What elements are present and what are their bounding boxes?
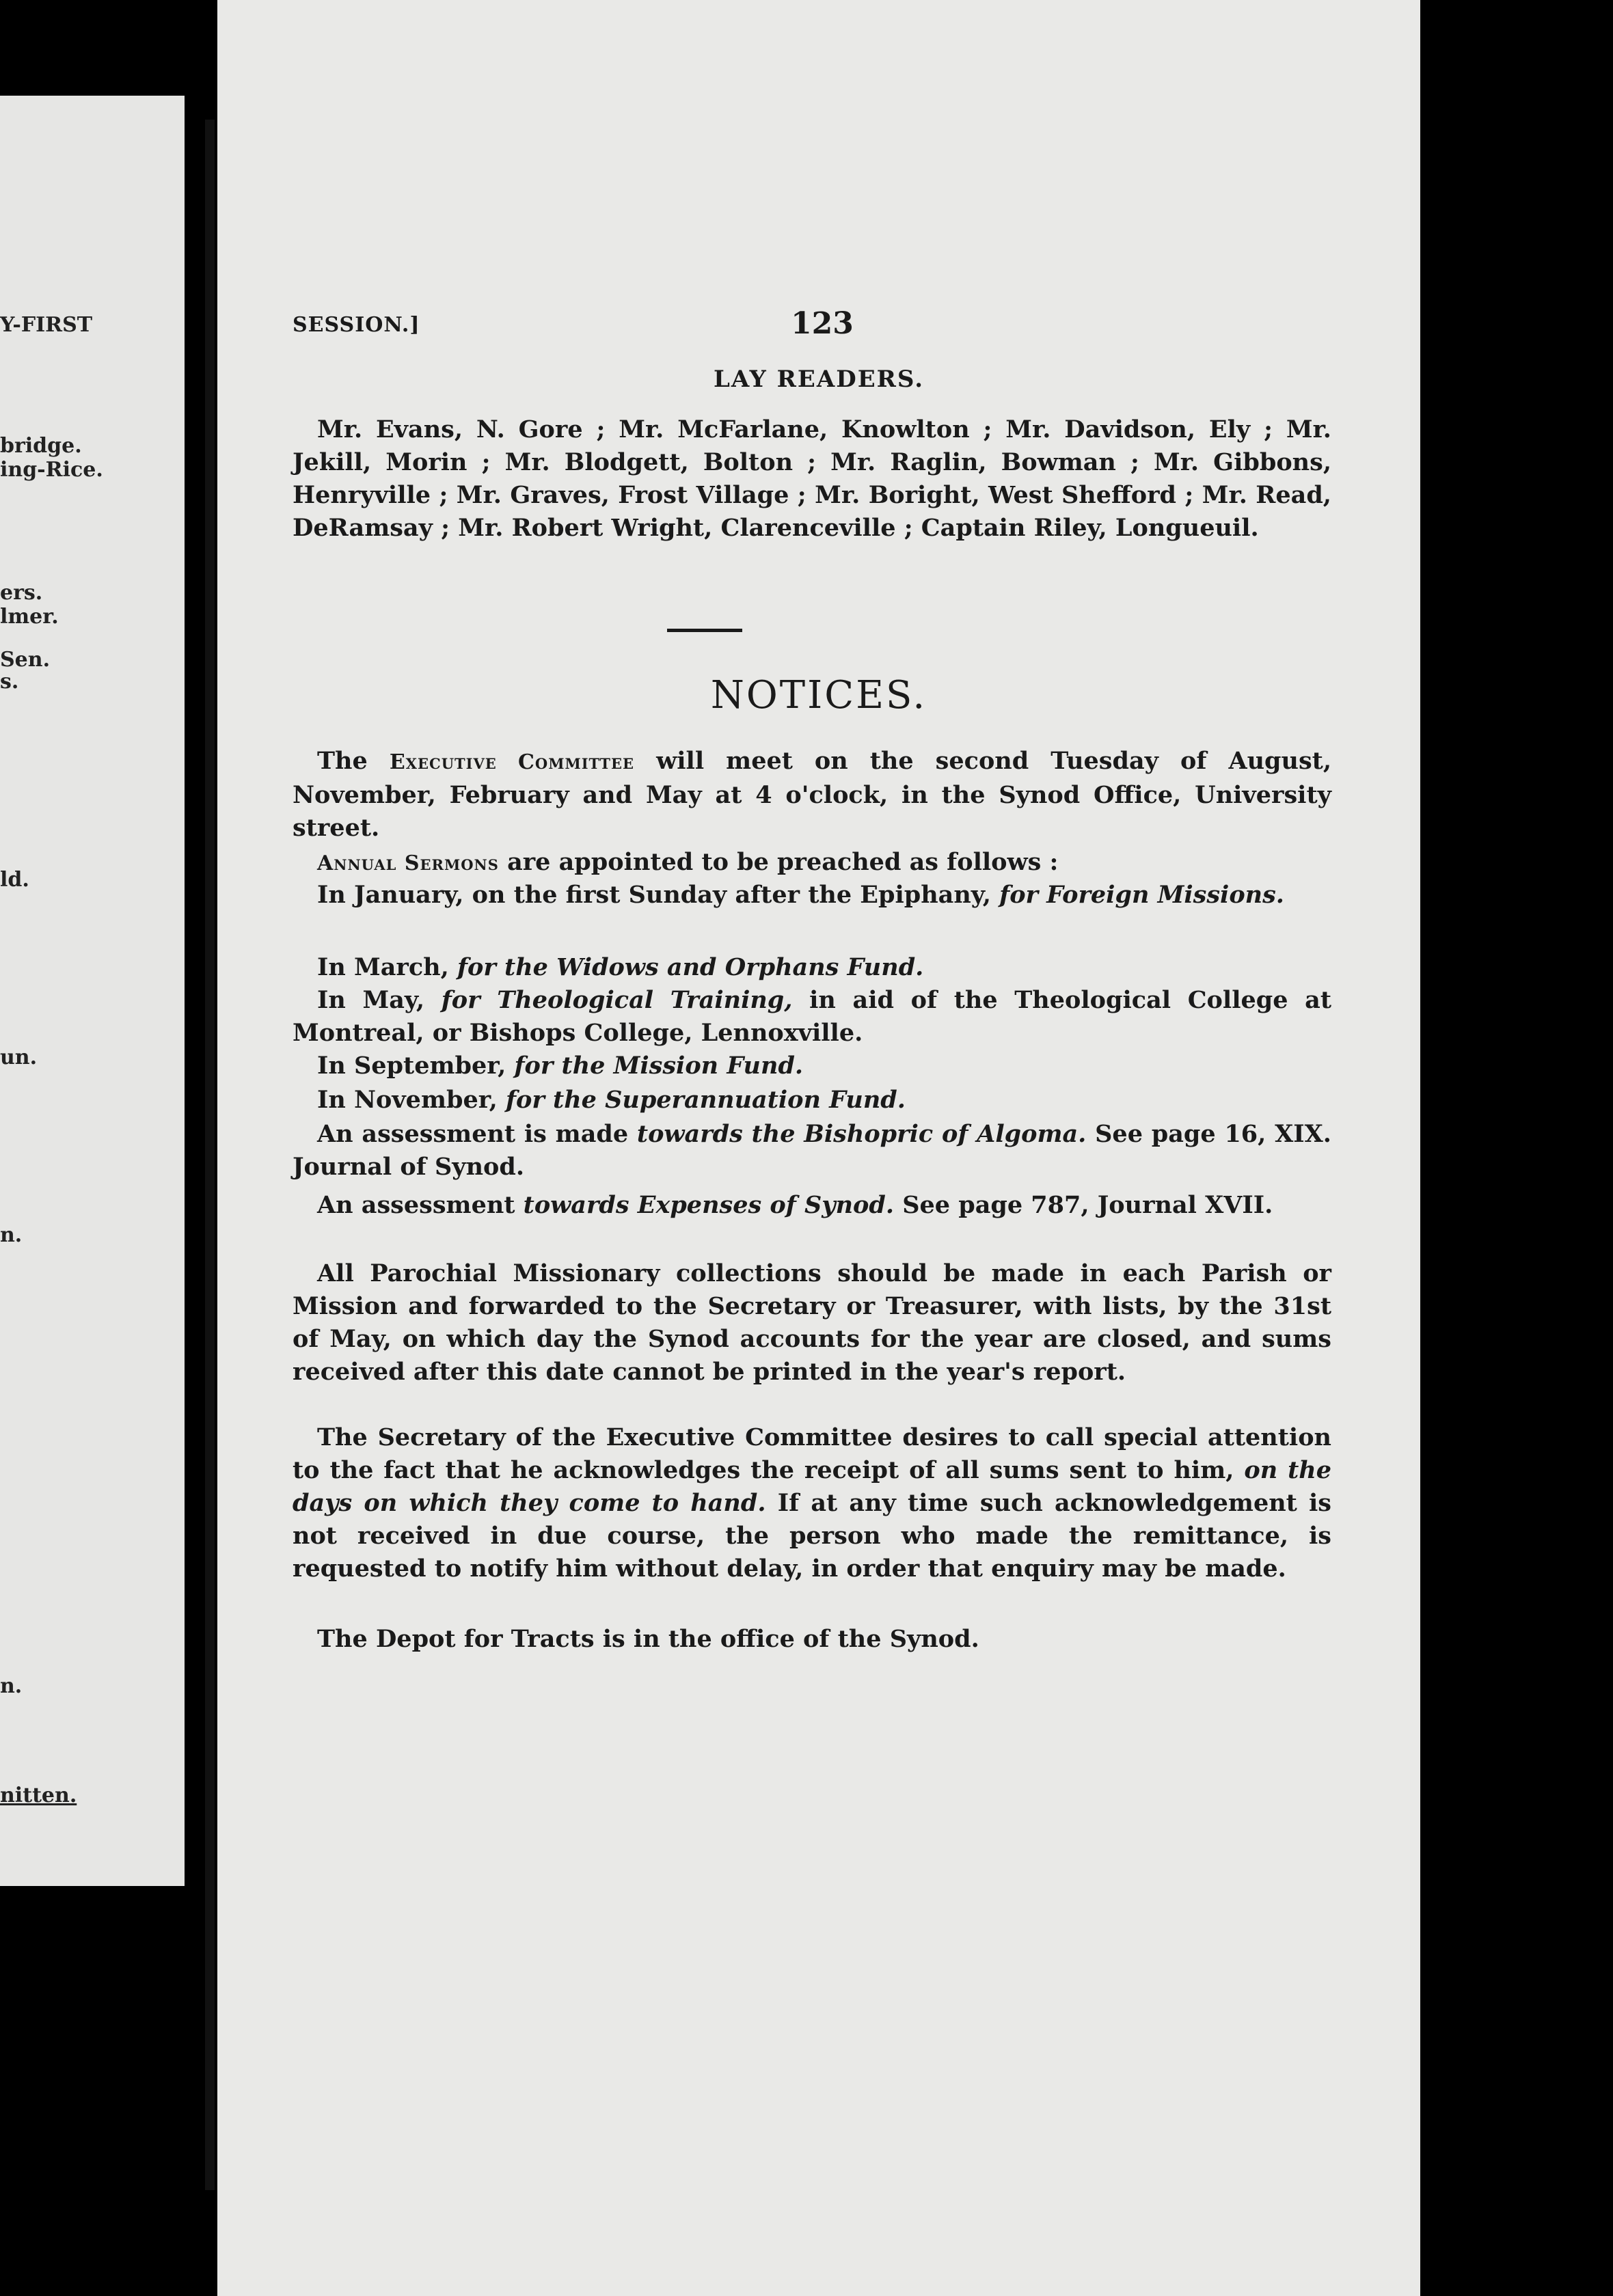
- adjacent-text: bridge.: [0, 434, 82, 458]
- adjacent-text: ld.: [0, 868, 29, 892]
- adjacent-text: un.: [0, 1046, 38, 1069]
- notices-heading: NOTICES.: [710, 673, 927, 718]
- adjacent-text: Y-FIRST: [0, 313, 93, 337]
- notice-depot-for-tracts: The Depot for Tracts is in the office of the Synod.: [317, 1625, 979, 1653]
- adjacent-text: lmer.: [0, 605, 59, 629]
- adjacent-text: ers.: [0, 581, 43, 605]
- section-divider: [667, 629, 742, 632]
- document-page: [217, 0, 1420, 2296]
- adjacent-text: n.: [0, 1674, 23, 1698]
- adjacent-page-fragment: [0, 96, 185, 1886]
- notice-november: In November, for the Superannuation Fund.: [317, 1086, 906, 1114]
- notice-january: In January, on the first Sunday after the Epiphany, for Foreign Missions.: [317, 881, 1284, 909]
- page-header: [293, 306, 1352, 347]
- notice-march: In March, for the Widows and Orphans Fund.: [317, 953, 924, 981]
- adjacent-text: nitten.: [0, 1784, 77, 1807]
- lay-readers-heading: LAY READERS.: [713, 366, 925, 393]
- adjacent-text: Sen.: [0, 648, 51, 672]
- page-number: 123: [791, 306, 854, 341]
- page-gutter: [205, 120, 215, 2190]
- notice-may: In May, for Theological Training, in aid of the Theological College at Montreal, or Bishops College, Lennoxville.: [293, 986, 1332, 1047]
- notice-september: In September, for the Mission Fund.: [317, 1052, 804, 1080]
- notice-parochial-collections: All Parochial Missionary collections should be made in each Parish or Mission and forwarded to the Secretary or Treasurer, with lists, by the 31st of May, on which day the Synod accounts for the year are closed, and sums received after this date cannot be printed in the year's report.: [293, 1259, 1331, 1386]
- lay-readers-list: Mr. Evans, N. Gore ; Mr. McFarlane, Knowlton ; Mr. Davidson, Ely ; Mr. Jekill, Morin ; Mr. Blodgett, Bolton ; Mr. Raglin, Bowman ; Mr. Gibbons, Henryville ; Mr. Graves, Frost Village ; Mr. Boright, West Shefford ; Mr. Read, DeRamsay ; Mr. Robert Wright, Clarenceville ; Captain Riley, Longueuil.: [293, 415, 1331, 542]
- adjacent-text: ing-Rice.: [0, 458, 103, 482]
- notice-executive-committee: The Executive Committee will meet on the second Tuesday of August, November, February and May at 4 o'clock, in the Synod Office, University street.: [293, 747, 1332, 842]
- notice-algoma-assessment: An assessment is made towards the Bishopric of Algoma. See page 16, XIX. Journal of Synod.: [293, 1120, 1331, 1181]
- adjacent-text: s.: [0, 670, 19, 694]
- notice-annual-sermons: Annual Sermons are appointed to be preached as follows :: [317, 848, 1059, 876]
- notice-synod-expenses: An assessment towards Expenses of Synod. See page 787, Journal XVII.: [317, 1191, 1273, 1219]
- notice-secretary: The Secretary of the Executive Committee desires to call special attention to the fact that he acknowledges the receipt of all sums sent to him, on the days on which they come to hand. If at any time such acknowledgement is not received in due course, the person who made the remittance, is requested to notify him without delay, in order that enquiry may be made.: [293, 1423, 1332, 1583]
- running-head: SESSION.]: [293, 313, 420, 337]
- adjacent-text: n.: [0, 1223, 23, 1247]
